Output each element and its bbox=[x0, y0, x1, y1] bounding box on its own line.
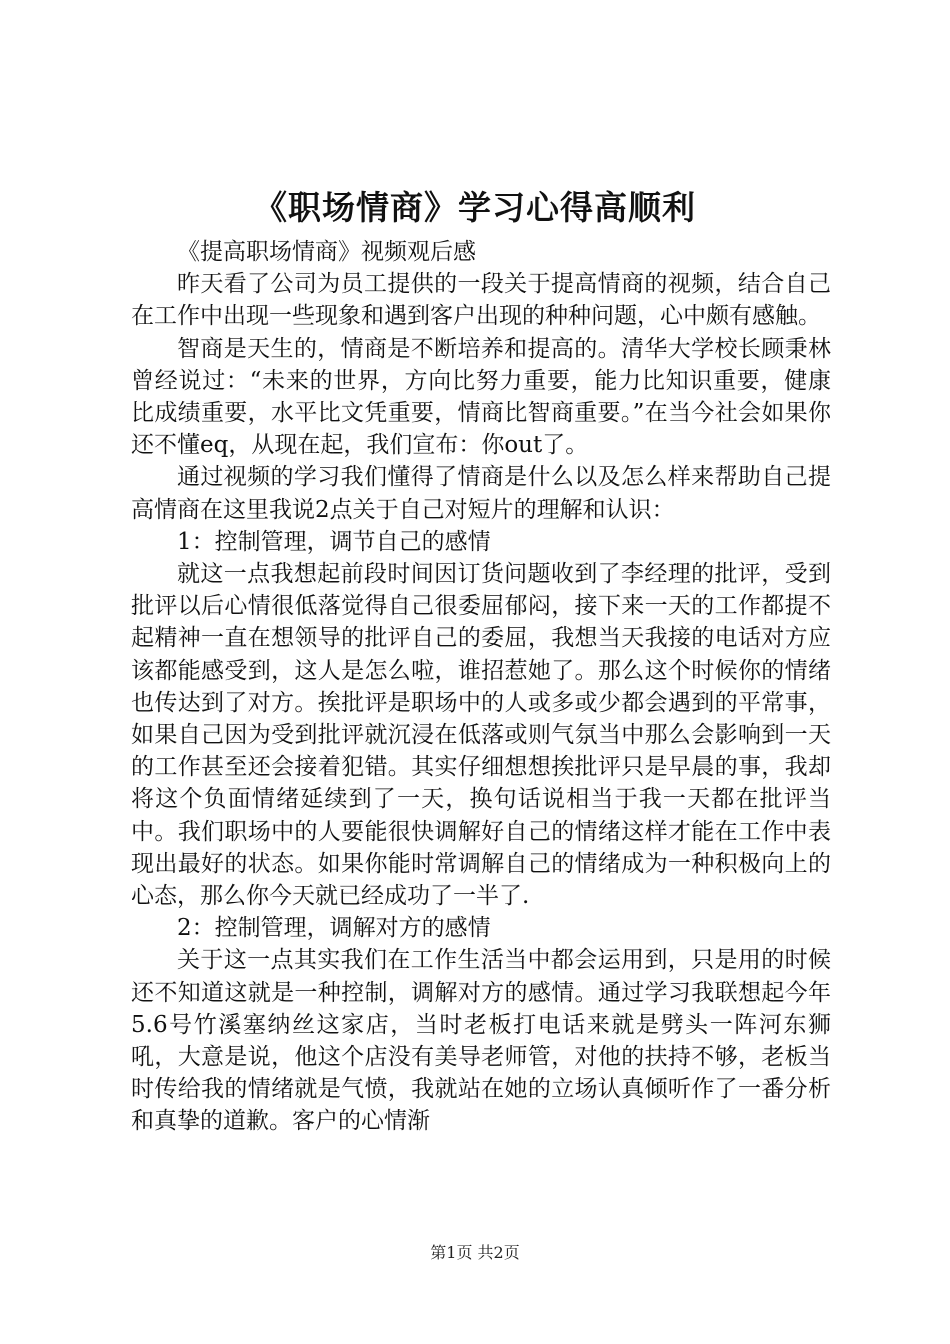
page-number-footer: 第1页 共2页 bbox=[430, 1243, 520, 1262]
body-paragraph: 关于这一点其实我们在工作生活当中都会运用到，只是用的时候还不知道这就是一种控制，调解对方的感情。通过学习我联想起今年5.6号竹溪塞纳丝这家店，当时老板打电话来就是劈头一阵河东狮吼，大意是说，他这个店没有美导老师管，对他的扶持不够，老板当时传给我的情绪就是气愤，我就站在她的立场认真倾听作了一番分析和真挚的道歉。客户的心情渐 bbox=[131, 947, 831, 1135]
body-paragraph: 智商是天生的，情商是不断培养和提高的。清华大学校长顾秉林曾经说过：“未来的世界，方向比努力重要，能力比知识重要，健康比成绩重要，水平比文凭重要，情商比智商重要。”在当今社会如果你还不懂eq，从现在起，我们宣布：你out了。 bbox=[131, 335, 831, 459]
body-paragraph: 昨天看了公司为员工提供的一段关于提高情商的视频，结合自己在工作中出现一些现象和遇到客户出现的种种问题，心中颇有感触。 bbox=[131, 271, 831, 330]
section-heading: 2：控制管理，调解对方的感情 bbox=[177, 915, 491, 942]
section-heading: 1：控制管理，调节自己的感情 bbox=[177, 528, 491, 555]
document-body bbox=[131, 236, 831, 1138]
subtitle-paragraph: 《提高职场情商》视频观后感 bbox=[177, 239, 476, 265]
document-title: 《职场情商》学习心得高顺利 bbox=[254, 188, 696, 227]
body-paragraph: 通过视频的学习我们懂得了情商是什么以及怎么样来帮助自己提高情商在这里我说2点关于自己对短片的理解和认识： bbox=[131, 464, 831, 523]
body-paragraph: 就这一点我想起前段时间因订货问题收到了李经理的批评，受到批评以后心情很低落觉得自己很委屈郁闷，接下来一天的工作都提不起精神一直在想领导的批评自己的委屈，我想当天我接的电话对方应该都能感受到，这人是怎么啦，谁招惹她了。那么这个时候你的情绪也传达到了对方。挨批评是职场中的人或多或少都会遇到的平常事，如果自己因为受到批评就沉浸在低落或则气氛当中那么会影响到一天的工作甚至还会接着犯错。其实仔细想想挨批评只是早晨的事，我却将这个负面情绪延续到了一天，换句话说相当于我一天都在批评当中。我们职场中的人要能很快调解好自己的情绪这样才能在工作中表现出最好的状态。如果你能时常调解自己的情绪成为一种积极向上的心态，那么你今天就已经成功了一半了. bbox=[131, 561, 831, 910]
